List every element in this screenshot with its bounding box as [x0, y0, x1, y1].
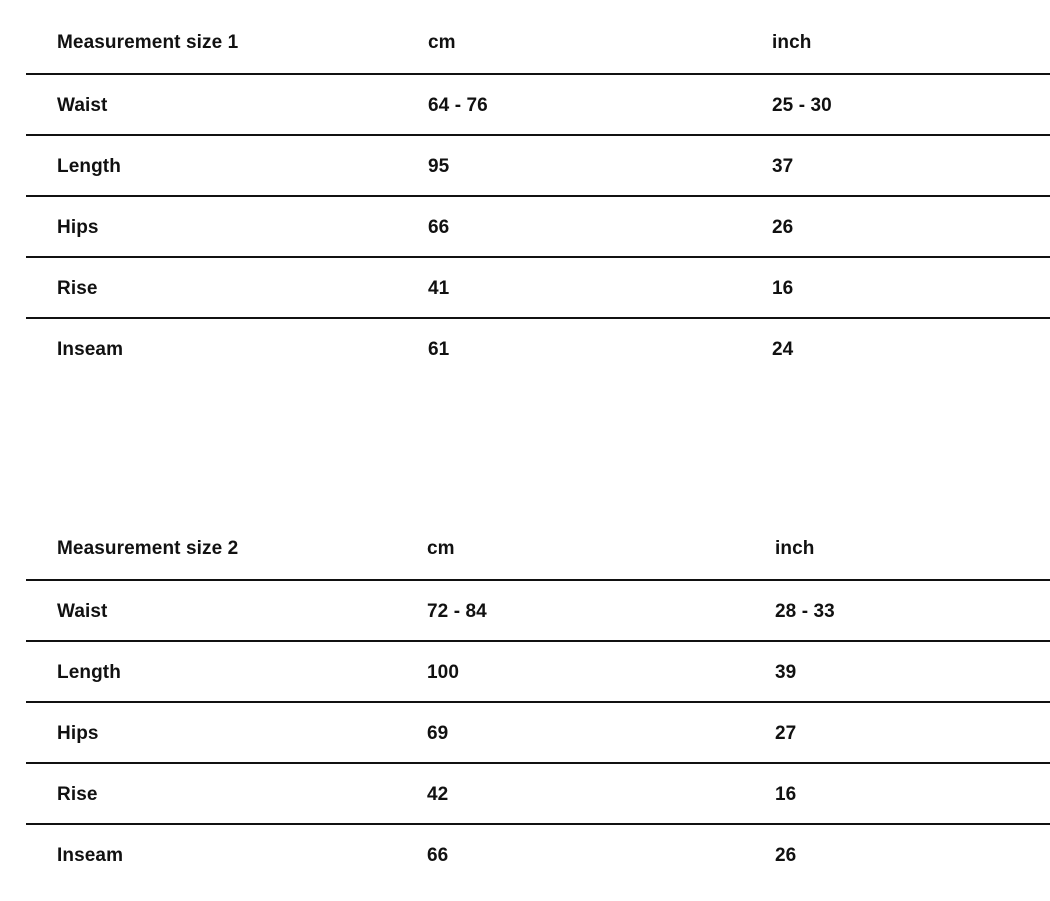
row-label: Inseam [57, 845, 124, 866]
row-label: Inseam [57, 339, 124, 360]
row-cm-value: 42 [427, 784, 449, 805]
size-table-2 [26, 519, 1050, 886]
row-label: Length [57, 156, 121, 177]
row-label: Waist [57, 601, 108, 622]
row-cm-value: 66 [427, 845, 449, 866]
row-inch-value: 37 [772, 156, 794, 177]
row-cm-value: 72 - 84 [427, 601, 487, 622]
row-inch-value: 28 - 33 [775, 601, 835, 622]
header-inch: inch [772, 32, 812, 53]
row-inch-value: 26 [775, 845, 797, 866]
table-row [26, 764, 1050, 825]
header-cm: cm [428, 32, 456, 53]
table-row [26, 825, 1050, 886]
row-inch-value: 27 [775, 723, 797, 744]
header-inch: inch [775, 538, 815, 559]
row-inch-value: 16 [772, 278, 794, 299]
table-row [26, 319, 1050, 380]
row-cm-value: 66 [428, 217, 450, 238]
row-inch-value: 16 [775, 784, 797, 805]
table-row [26, 197, 1050, 258]
row-cm-value: 69 [427, 723, 449, 744]
row-inch-value: 24 [772, 339, 794, 360]
header-measurement: Measurement size 1 [57, 32, 239, 53]
header-measurement: Measurement size 2 [57, 538, 239, 559]
row-label: Rise [57, 278, 98, 299]
size-table-1 [26, 13, 1050, 380]
table-row [26, 136, 1050, 197]
row-cm-value: 64 - 76 [428, 95, 488, 116]
table-row [26, 581, 1050, 642]
table-header-row [26, 13, 1050, 75]
row-label: Hips [57, 723, 99, 744]
row-label: Length [57, 662, 121, 683]
row-cm-value: 41 [428, 278, 450, 299]
row-cm-value: 61 [428, 339, 450, 360]
header-cm: cm [427, 538, 455, 559]
row-inch-value: 25 - 30 [772, 95, 832, 116]
row-label: Hips [57, 217, 99, 238]
row-label: Rise [57, 784, 98, 805]
table-header-row [26, 519, 1050, 581]
row-cm-value: 95 [428, 156, 450, 177]
row-cm-value: 100 [427, 662, 460, 683]
row-inch-value: 39 [775, 662, 797, 683]
row-label: Waist [57, 95, 108, 116]
table-row [26, 642, 1050, 703]
table-row [26, 75, 1050, 136]
table-row [26, 258, 1050, 319]
table-row [26, 703, 1050, 764]
row-inch-value: 26 [772, 217, 794, 238]
